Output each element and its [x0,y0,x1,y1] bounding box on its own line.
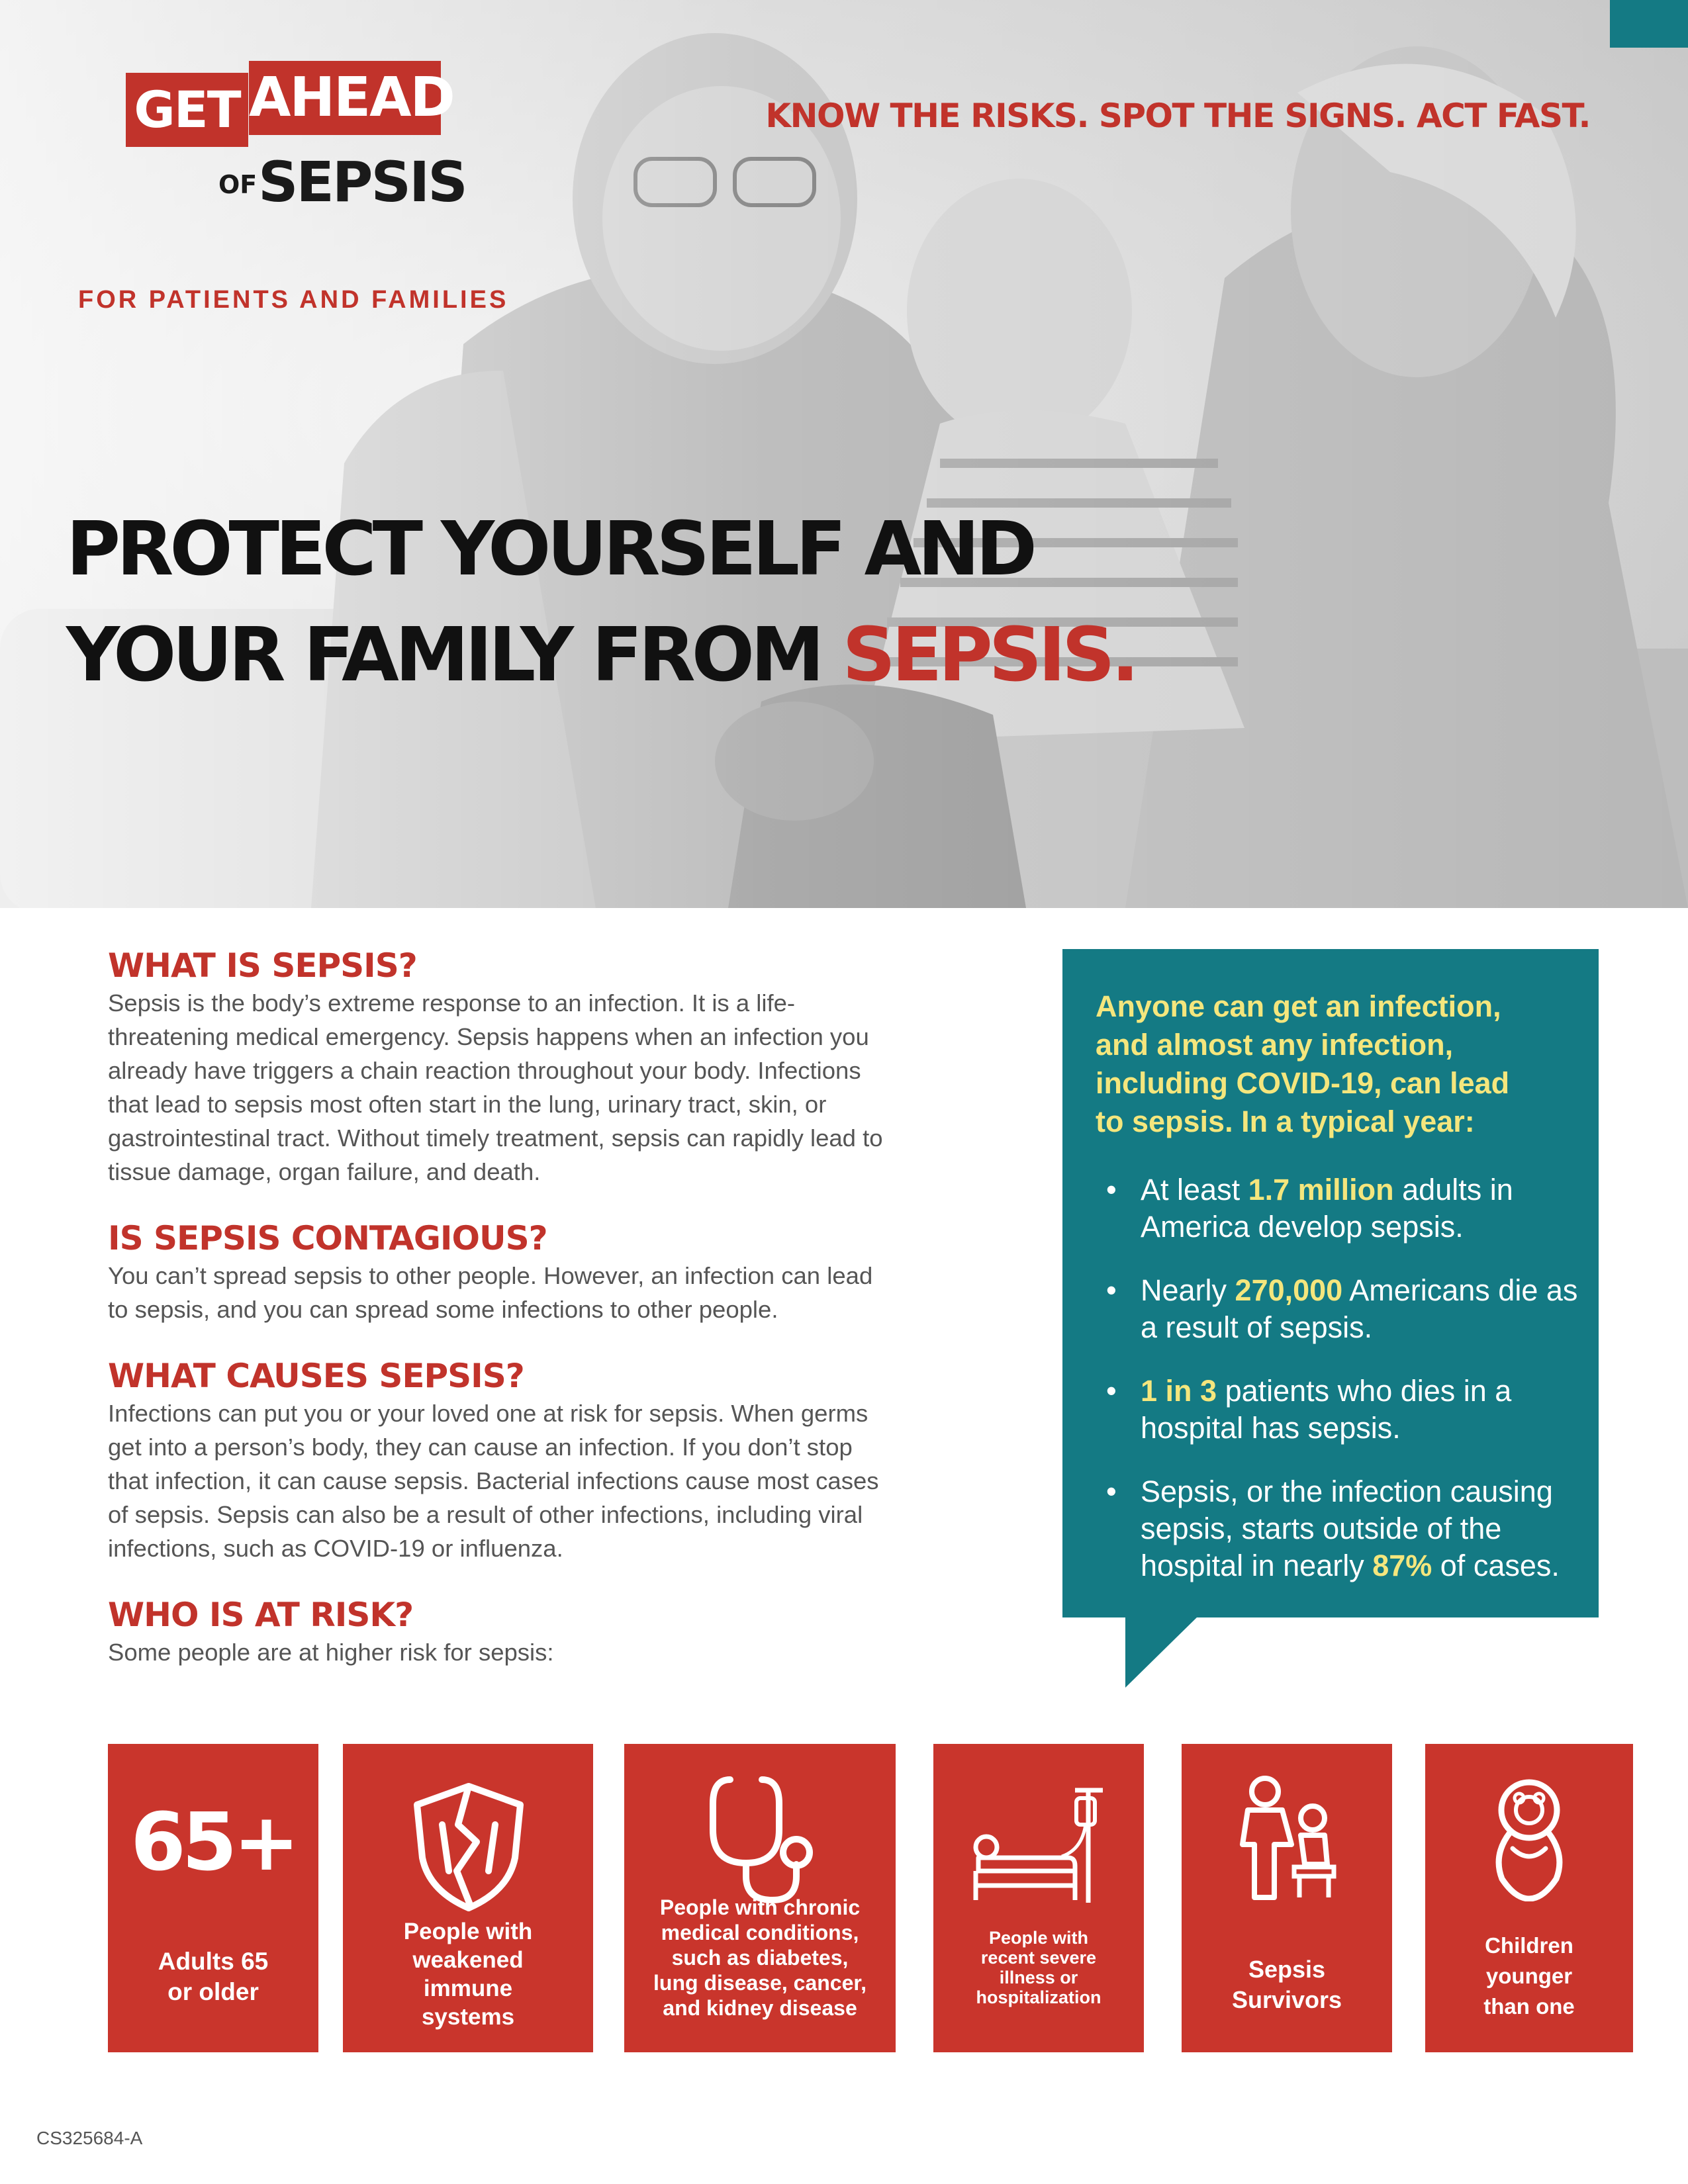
section-body-line: get into a person’s body, they can cause an infection. If you don’t stop [108,1433,853,1461]
document-code: CS325684-A [36,2128,143,2148]
statistics-list [1096,1171,1585,1611]
section-body-line: that infection, it can cause sepsis. Bacterial infections cause most cases [108,1467,879,1494]
stethoscope-icon [704,1770,823,1909]
section-heading: WHAT CAUSES SEPSIS? [108,1357,524,1395]
section-body-line: infections, such as COVID-19 or influenza. [108,1535,563,1562]
risk-tile-chronic-conditions [624,1744,896,2052]
section-body-line: Infections can put you or your loved one at risk for sepsis. When germs [108,1400,868,1427]
statistic-highlight: 1 in 3 [1141,1374,1217,1408]
section-body [108,1635,1008,1669]
info-sections [108,945,1008,1698]
info-section [108,945,1008,1189]
section-body-line: tissue damage, organ failure, and death. [108,1158,541,1185]
risk-tile-label: Sepsis Survivors [1231,1956,1342,2013]
bullet-icon: • [1106,1173,1117,1206]
callout-intro-line: to sepsis. In a typical year: [1096,1105,1475,1138]
section-body-line: Sepsis is the body’s extreme response to an infection. It is a life- [108,989,796,1017]
risk-tile-adults-65 [108,1744,318,2052]
logo-sepsis: SEPSIS [258,150,466,214]
statistic-text: Americans die as a result of sepsis. [1141,1273,1578,1344]
age-65-plus-text: 65+ [130,1797,296,1889]
section-body-line: of sepsis. Sepsis can also be a result of other infections, including viral [108,1501,863,1528]
risk-tile-label: People with chronic medical conditions, such as diabetes, lung disease, cancer, and kidney disease [653,1895,867,2020]
risk-tile-recent-illness [933,1744,1144,2052]
hospital-bed-icon [962,1784,1115,1909]
hero-photo-banner [0,0,1688,908]
infant-icon [1486,1776,1572,1901]
statistic-highlight: 87% [1372,1549,1432,1582]
title-line-1: PROTECT YOURSELF AND [66,506,1033,592]
statistic-item [1096,1373,1585,1447]
callout-intro-line: and almost any infection, [1096,1028,1454,1062]
section-heading: WHO IS AT RISK? [108,1596,414,1634]
risk-tile-sepsis-survivors [1182,1744,1392,2052]
section-heading: IS SEPSIS CONTAGIOUS? [108,1219,547,1257]
risk-tile-label: People with weakened immune systems [403,1919,533,2030]
risk-tile-label: People with recent severe illness or hospitalization [976,1928,1102,2007]
audience-label: FOR PATIENTS AND FAMILIES [78,286,509,314]
statistic-highlight: 1.7 million [1248,1173,1394,1206]
section-heading: WHAT IS SEPSIS? [108,946,417,985]
title-line-2-black: YOUR FAMILY FROM [66,612,843,698]
corner-accent-tab [1610,0,1688,48]
info-section [108,1355,1008,1565]
bullet-icon: • [1106,1475,1117,1508]
logo-ahead: AHEAD [249,61,441,135]
section-body [108,1259,1008,1326]
callout-intro [1096,987,1585,1141]
section-body-line: Some people are at higher risk for sepsis: [108,1639,554,1666]
statistic-text: of cases. [1432,1549,1560,1582]
risk-tile-weakened-immune [343,1744,593,2052]
section-body [108,986,1008,1189]
statistic-text: patients who dies in a hospital has sepsis. [1141,1374,1512,1445]
logo-of: OF [218,170,258,199]
bullet-icon: • [1106,1273,1117,1307]
section-body [108,1396,1008,1565]
section-body-line: You can’t spread sepsis to other people. However, an infection can lead [108,1262,873,1289]
cracked-shield-icon [402,1778,535,1917]
page-title [66,496,1135,708]
section-body-line: threatening medical emergency. Sepsis happens when an infection you [108,1023,869,1050]
info-section [108,1218,1008,1326]
section-body-line: already have triggers a chain reaction throughout your body. Infections [108,1057,861,1084]
bullet-icon: • [1106,1374,1117,1408]
statistic-item [1096,1171,1585,1246]
logo-get: GET [126,73,248,147]
title-line-2-red: SEPSIS. [842,612,1136,698]
section-body-line: that lead to sepsis most often start in the lung, urinary tract, skin, or [108,1091,827,1118]
statistic-highlight: 270,000 [1235,1273,1343,1307]
statistic-text: adults in America develop sepsis. [1141,1173,1513,1244]
caregiver-icon [1228,1772,1347,1904]
risk-tile-label: Children younger than one [1483,1933,1575,2019]
risk-tile-label: Adults 65 or older [158,1948,269,2005]
statistic-text: At least [1141,1173,1248,1206]
statistic-text: Sepsis, or the infection causing sepsis, starts outside of the hospital in nearly [1141,1475,1553,1582]
statistic-text: Nearly [1141,1273,1235,1307]
tagline: KNOW THE RISKS. SPOT THE SIGNS. ACT FAST. [765,97,1590,135]
risk-tile-children-under-one [1425,1744,1633,2052]
title-line-2 [66,602,1135,708]
callout-intro-line: Anyone can get an infection, [1096,989,1501,1023]
section-body-line: to sepsis, and you can spread some infections to other people. [108,1296,778,1323]
get-ahead-of-sepsis-logo [126,61,466,214]
info-section [108,1594,1008,1669]
callout-intro-line: including COVID-19, can lead [1096,1066,1510,1100]
section-body-line: gastrointestinal tract. Without timely treatment, sepsis can rapidly lead to [108,1124,883,1152]
callout-pointer [1125,1616,1198,1688]
statistics-callout [1062,949,1599,1617]
statistic-item [1096,1473,1585,1584]
statistic-item [1096,1272,1585,1346]
